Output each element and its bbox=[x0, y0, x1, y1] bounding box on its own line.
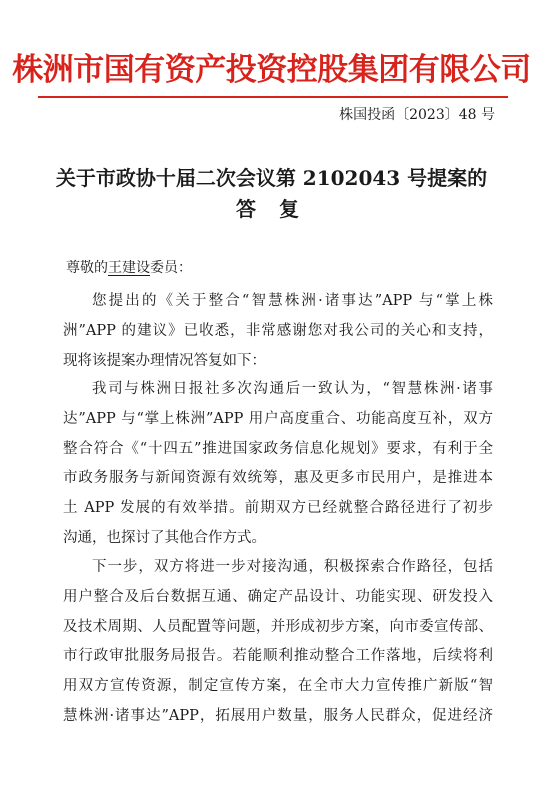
body-line: 慧株洲·诸事达”APP，拓展用户数量，服务人民群众，促进经济 bbox=[63, 708, 493, 724]
body-line: 达”APP 与“掌上株洲”APP 用户高度重合、功能高度互补，双方 bbox=[63, 411, 493, 427]
document-title-line-1: 关于市政协十届二次会议第 2102043 号提案的 bbox=[55, 166, 488, 190]
organization-header: 株洲市国有资产投资控股集团有限公司 bbox=[12, 52, 531, 88]
body-line: 洲”APP 的建议》已收悉，非常感谢您对我公司的关心和支持， bbox=[63, 323, 493, 339]
body-line: 现将该提案办理情况答复如下： bbox=[63, 353, 266, 369]
body-line: 沟通，也探讨了其他合作方式。 bbox=[63, 530, 266, 546]
body-line: 市行政审批服务局报告。若能顺利推动整合工作落地，后续将利 bbox=[63, 648, 493, 664]
body-line: 及技术周期、人员配置等问题，并形成初步方案，向市委宣传部、 bbox=[63, 619, 493, 635]
document-number: 株国投函〔2023〕48 号 bbox=[339, 107, 495, 123]
salutation-prefix: 尊敬的 bbox=[66, 260, 108, 276]
recipient-name: 王建设 bbox=[108, 260, 150, 276]
body-line: 我司与株洲日报社多次沟通后一致认为，“智慧株洲·诸事 bbox=[92, 381, 493, 397]
body-line: 整合符合《“十四五”推进国家政务信息化规划》要求，有利于全 bbox=[63, 441, 493, 457]
body-line: 您提出的《关于整合“智慧株洲·诸事达”APP 与“掌上株 bbox=[92, 293, 493, 309]
red-divider-line bbox=[38, 96, 508, 98]
document-title-line-2: 答 复 bbox=[236, 197, 307, 221]
body-line: 用户整合及后台数据互通、确定产品设计、功能实现、研发投入 bbox=[63, 589, 493, 605]
body-line: 用双方宣传资源，制定宣传方案，在全市大力宣传推广新版“智 bbox=[63, 678, 493, 694]
salutation bbox=[66, 257, 192, 277]
body-line: 土 APP 发展的有效举措。前期双方已经就整合路径进行了初步 bbox=[63, 500, 493, 516]
body-line: 下一步，双方将进一步对接沟通，积极探索合作路径，包括 bbox=[92, 559, 493, 575]
body-line: 市政务服务与新闻资源有效统筹，惠及更多市民用户，是推进本 bbox=[63, 470, 493, 486]
salutation-suffix: 委员： bbox=[150, 260, 192, 276]
